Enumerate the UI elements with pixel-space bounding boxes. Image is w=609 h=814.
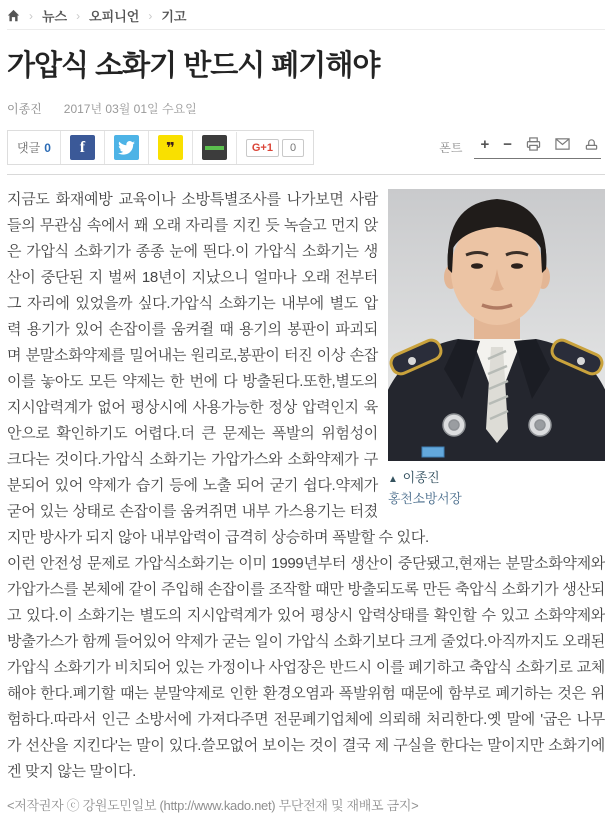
breadcrumb-separator: › (29, 8, 33, 23)
author-portrait-photo (388, 189, 605, 461)
breadcrumb-item-contribution[interactable]: 기고 (161, 9, 187, 24)
twitter-bird-icon (114, 135, 139, 160)
comments-label: 댓글 (17, 141, 41, 155)
facebook-icon: f (70, 135, 95, 160)
photo-caption-title: 홍천소방서장 (388, 491, 462, 506)
breadcrumb-separator: › (76, 8, 81, 23)
share-buttons (7, 130, 314, 165)
googleplus-count: 0 (282, 139, 304, 157)
comments-button[interactable] (8, 132, 60, 164)
caption-triangle-icon: ▲ (388, 474, 398, 485)
author-name: 이종진 (7, 102, 42, 116)
byline (7, 100, 605, 117)
article-paragraph: 지금도 화재예방 교육이나 소방특별조사를 나가보면 사람들의 무관심 속에서 꽤 오래 자리를 지킨 듯 녹슬고 먼지 앉은 가압식 소화기가 종종 눈에 띈다.이 가압식 소화기는 생산이 중단된 지 벌써 18년이 지났으니 얼마나 오래 전부터 그 자리에 있었을까 싶다.가압식 소화기는 내부에 별도 압력 용기가 있어 손잡이를 움켜쥘 때 용기의 봉판이 파괴되며 분말소화약제를 밀어내는 원리로,봉판이 터진 이상 손잡이를 놓아도 모든 약제는 한 번에 다 방출된다.또한,별도의 지시압력계가 없어 평상시에 사용가능한 정상 압력인지 육안으로 확인하기도 어렵다.더 큰 문제는 폭발의 위험성이 크다는 것이다.가압식 소화기는 가압가스와 소화약제가 구분되어 있어 약제가 습기 등에 노출 되어 굳기 쉽다.약제가 굳어 있는 상태로 손잡이를 움켜쥐면 내부 가스용기는 터졌지만 방사가 되지 않아 내부압력이 급격히 상승하며 폭발할 수 있다. (7, 191, 429, 546)
twitter-share-button[interactable] (104, 131, 148, 164)
breadcrumb-item-opinion[interactable]: 오피니언 (89, 9, 140, 24)
font-label: 폰트 (439, 141, 463, 155)
article-body (7, 175, 605, 785)
band-icon (202, 135, 227, 160)
photo-caption-name-line (388, 468, 605, 489)
envelope-icon[interactable] (555, 137, 570, 151)
tool-buttons (474, 137, 601, 159)
breadcrumb-item-news[interactable]: 뉴스 (42, 9, 68, 24)
band-share-button[interactable] (192, 131, 236, 164)
article-paragraph: 이런 안전성 문제로 가압식소화기는 이미 1999년부터 생산이 중단됐고,현재는 분말소화약제와 가압가스를 본체에 같이 주입해 손잡이를 조작할 때만 방출되도록 만든 축압식 소화기가 생산되고 있다.이 소화기는 별도의 지시압력계가 있어 평상시 압력상태를 확인할 수 있고 소화약제와 방출가스가 함께 들어있어 약제가 굳는 일이 가압식 소화기보다 크게 줄었다.아직까지도 오래된 가압식 소화기가 비치되어 있는 가정이나 사업장은 반드시 이를 폐기하고 축압식 소화기로 교체해야 한다.폐기할 때는 분말약제로 인한 환경오염과 폭발위험 때문에 함부로 폐기하는 것은 위험하다.따라서 인근 소방서에 가져다주면 전문폐기업체에 의뢰해 처리한다.옛 말에 '굽은 나무가 선산을 지킨다'는 말이 있다.쓸모없어 보이는 것이 결국 제 구실을 한다는 말이지만 소화기에겐 맞지 않는 말이다. (7, 555, 605, 780)
publish-date: 2017년 03월 01일 수요일 (63, 102, 197, 116)
breadcrumb-separator: › (148, 8, 153, 23)
kakaostory-icon: ❞ (158, 135, 183, 160)
font-increase-button[interactable]: + (480, 135, 490, 153)
caption-name: 이종진 (402, 470, 440, 485)
home-icon[interactable] (7, 9, 20, 22)
font-controls (439, 137, 605, 159)
kakaostory-share-button[interactable] (148, 131, 192, 164)
photo-caption (388, 461, 605, 508)
page-title: 가압식 소화기 반드시 폐기해야 (7, 50, 380, 82)
googleplus-plusone-button[interactable]: G+1 (246, 139, 279, 157)
googleplus-share (236, 132, 313, 164)
facebook-share-button[interactable] (60, 131, 104, 164)
bell-icon[interactable] (584, 137, 599, 151)
copyright-notice: <저작권자 ⓒ 강원도민일보 (http://www.kado.net) 무단전재 및 재배포 금지> (7, 798, 419, 813)
comments-count: 0 (44, 140, 51, 155)
printer-icon[interactable] (526, 137, 541, 151)
author-photo-figure (388, 189, 605, 508)
font-decrease-button[interactable]: − (503, 135, 512, 153)
share-toolbar (7, 130, 605, 175)
breadcrumb (7, 0, 605, 30)
